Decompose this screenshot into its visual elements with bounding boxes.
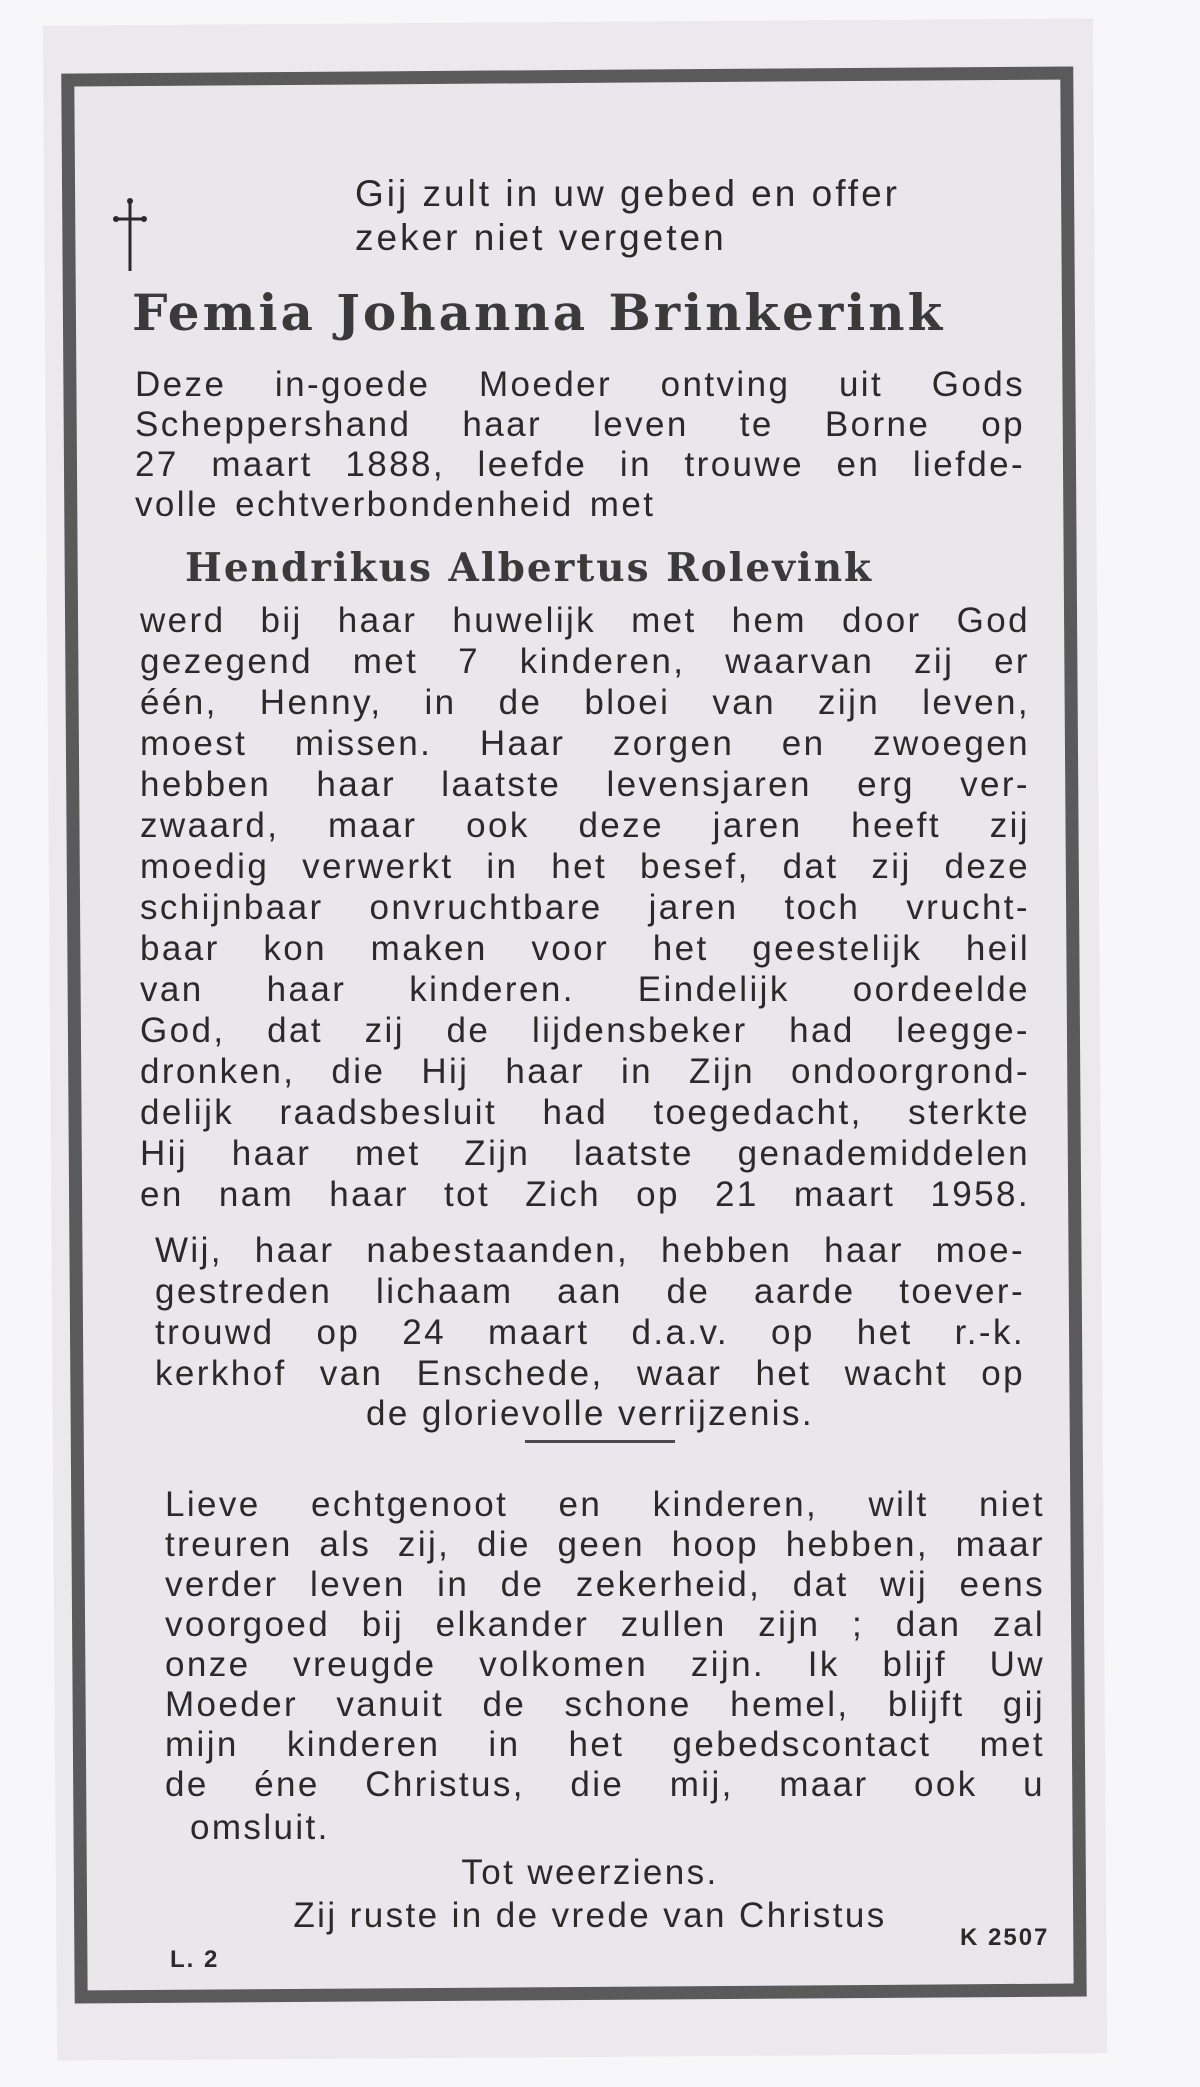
opening-line-1: Gij zult in uw gebed en offer [355, 173, 900, 214]
burial-line: Wij, haar nabestaanden, hebben haar moe- [155, 1231, 1025, 1270]
burial-closing-line: de glorievolle verrijzenis. [365, 1394, 815, 1433]
farewell-line: voorgoed bij elkander zullen zijn ; dan zal [165, 1605, 1045, 1644]
burial-line: trouwd op 24 maart d.a.v. op het r.-k. [155, 1313, 1025, 1352]
life-line: en nam haar tot Zich op 21 maart 1958. [140, 1175, 1030, 1214]
cross-icon [110, 195, 150, 275]
life-line: één, Henny, in de bloei van zijn leven, [140, 683, 1030, 722]
farewell-line: treuren als zij, die geen hoop hebben, maar [165, 1525, 1045, 1564]
intro-line: Scheppershand haar leven te Borne op [135, 405, 1025, 444]
burial-line: kerkhof van Enschede, waar het wacht op [155, 1354, 1025, 1393]
intro-line: volle echtverbondenheid met [135, 485, 656, 524]
life-line: dronken, die Hij haar in Zijn ondoorgrond- [140, 1052, 1030, 1091]
print-code-right: K 2507 [960, 1924, 1050, 1951]
farewell-line: verder leven in de zekerheid, dat wij eens [165, 1565, 1045, 1604]
farewell-paragraph [165, 1485, 1045, 1805]
intro-line: Deze in-goede Moeder ontving uit Gods [135, 365, 1025, 404]
intro-paragraph [135, 365, 1025, 525]
life-line: gezegend met 7 kinderen, waarvan zij er [140, 642, 1030, 681]
life-line: Hij haar met Zijn laatste genademiddelen [140, 1134, 1030, 1173]
life-line: van haar kinderen. Eindelijk oordeelde [140, 970, 1030, 1009]
life-line: schijnbaar onvruchtbare jaren toch vrucht- [140, 888, 1030, 927]
deceased-name: Femia Johanna Brinkerink [132, 283, 946, 342]
farewell-line: Moeder vanuit de schone hemel, blijft gij [165, 1685, 1045, 1724]
life-line: moest missen. Haar zorgen en zwoegen [140, 724, 1030, 763]
life-line: baar kon maken voor het geestelijk heil [140, 929, 1030, 968]
closing-weerziens: Tot weerziens. [461, 1853, 719, 1892]
section-divider [525, 1440, 675, 1443]
life-paragraph [140, 600, 1030, 1215]
spouse-name: Hendrikus Albertus Rolevink [185, 545, 874, 591]
life-line: delijk raadsbesluit had toegedacht, sterkte [140, 1093, 1030, 1132]
burial-paragraph [155, 1230, 1025, 1394]
burial-line: gestreden lichaam aan de aarde toever- [155, 1272, 1025, 1311]
farewell-line: onze vreugde volkomen zijn. Ik blijf Uw [165, 1645, 1045, 1684]
opening-verse [355, 172, 1045, 260]
farewell-last-line: omsluit. [190, 1808, 330, 1847]
life-line: werd bij haar huwelijk met hem door God [140, 601, 1030, 640]
farewell-line: Lieve echtgenoot en kinderen, wilt niet [165, 1485, 1045, 1524]
life-line: hebben haar laatste levensjaren erg ver- [140, 765, 1030, 804]
print-code-left: L. 2 [170, 1946, 220, 1973]
intro-line: 27 maart 1888, leefde in trouwe en liefde- [135, 445, 1025, 484]
farewell-line: mijn kinderen in het gebedscontact met [165, 1725, 1045, 1764]
closing-blessing: Zij ruste in de vrede van Christus [293, 1896, 887, 1935]
life-line: God, dat zij de lijdensbeker had leegge- [140, 1011, 1030, 1050]
life-line: zwaard, maar ook deze jaren heeft zij [140, 806, 1030, 845]
opening-line-2: zeker niet vergeten [355, 217, 727, 258]
life-line: moedig verwerkt in het besef, dat zij deze [140, 847, 1030, 886]
farewell-line: de éne Christus, die mij, maar ook u [165, 1765, 1045, 1804]
